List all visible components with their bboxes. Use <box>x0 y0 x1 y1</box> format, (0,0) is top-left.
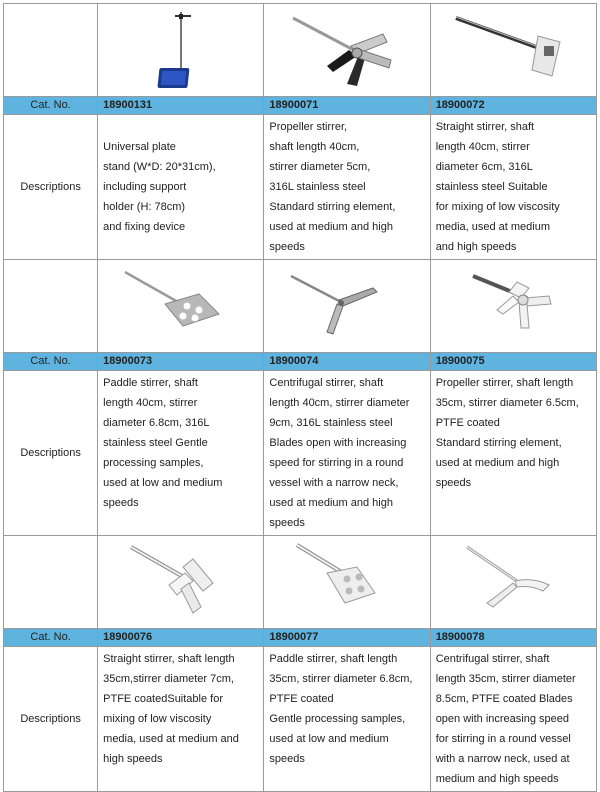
description-line: 35cm,stirrer diameter 7cm, <box>103 673 234 685</box>
description-line: and high speeds <box>435 241 517 253</box>
description-line: high speeds <box>103 753 163 765</box>
description-cell <box>98 371 264 536</box>
product-image-cell <box>264 536 430 629</box>
description-line: used at medium and high <box>269 497 393 509</box>
description-cell <box>264 115 430 260</box>
description-cell <box>264 371 430 536</box>
description-row <box>4 647 597 792</box>
description-line: Standard stirring element, <box>435 437 562 449</box>
cat-no-label: Cat. No. <box>4 629 98 647</box>
description-line: used at medium and high <box>269 221 393 233</box>
description-line: 8.5cm, PTFE coated Blades <box>435 693 573 705</box>
description-line: with a narrow neck, used at <box>435 753 570 765</box>
description-line: processing samples, <box>103 457 204 469</box>
product-image-cell <box>264 4 430 97</box>
description-line: speeds <box>269 753 305 765</box>
cat-no-value: 18900131 <box>98 97 264 115</box>
description-line: 35cm, stirrer diameter 6.8cm, <box>269 673 413 685</box>
description-line: for stirring in a round vessel <box>435 733 571 745</box>
description-line: speeds <box>435 477 472 489</box>
descriptions-label: Descriptions <box>4 371 98 536</box>
product-image-cell <box>264 260 430 353</box>
description-line: length 35cm, stirrer diameter <box>435 673 576 685</box>
description-line: speeds <box>103 497 139 509</box>
description-line: used at medium and high <box>435 457 560 469</box>
cat-no-value: 18900078 <box>430 629 596 647</box>
descriptions-label: Descriptions <box>4 115 98 260</box>
description-line: Blades open with increasing <box>269 437 407 449</box>
description-line: 9cm, 316L stainless steel <box>269 417 393 429</box>
description-line: stirrer diameter 5cm, <box>269 161 371 173</box>
cat-no-value: 18900075 <box>430 353 596 371</box>
description-cell <box>430 647 596 792</box>
description-line: Gentle processing samples, <box>269 713 406 725</box>
description-line: PTFE coated <box>435 417 500 429</box>
description-line: including support <box>103 181 187 193</box>
description-line: open with increasing speed <box>435 713 569 725</box>
cat-no-row <box>4 353 597 371</box>
description-line: Propeller stirrer, shaft length <box>435 377 574 389</box>
description-line: stand (W*D: 20*31cm), <box>103 161 216 173</box>
product-image-cell <box>430 536 596 629</box>
description-cell <box>98 115 264 260</box>
image-row <box>4 260 597 353</box>
cat-no-row <box>4 629 597 647</box>
description-line: Paddle stirrer, shaft length <box>269 653 398 665</box>
description-line: PTFE coated <box>269 693 334 705</box>
product-image-cell <box>98 536 264 629</box>
description-line: PTFE coatedSuitable for <box>103 693 223 705</box>
cat-no-value: 18900077 <box>264 629 430 647</box>
ptfe-straight-stirrer-icon <box>98 537 263 627</box>
description-line: and fixing device <box>103 221 186 233</box>
cat-no-row <box>4 97 597 115</box>
description-line: mixing of low viscosity <box>103 713 212 725</box>
cat-no-value: 18900071 <box>264 97 430 115</box>
description-line: 35cm, stirrer diameter 6.5cm, <box>435 397 579 409</box>
description-line: for mixing of low viscosity <box>435 201 560 213</box>
straight-stirrer-icon <box>431 6 596 94</box>
description-line: length 40cm, stirrer diameter <box>269 397 410 409</box>
propeller-stirrer-icon <box>264 6 429 94</box>
description-row <box>4 371 597 536</box>
description-line: diameter 6.8cm, 316L <box>103 417 210 429</box>
cat-no-value: 18900074 <box>264 353 430 371</box>
ptfe-paddle-stirrer-icon <box>264 537 429 627</box>
product-image-cell <box>430 4 596 97</box>
description-line: diameter 6cm, 316L <box>435 161 533 173</box>
empty-label-cell <box>4 536 98 629</box>
ptfe-propeller-stirrer-icon <box>431 266 596 346</box>
empty-label-cell <box>4 260 98 353</box>
description-cell <box>430 115 596 260</box>
description-line: stainless steel Gentle <box>103 437 208 449</box>
description-line: used at low and medium <box>269 733 389 745</box>
cat-no-value: 18900076 <box>98 629 264 647</box>
description-line: Centrifugal stirrer, shaft <box>435 653 550 665</box>
image-row <box>4 536 597 629</box>
cat-no-label: Cat. No. <box>4 353 98 371</box>
product-image-cell <box>430 260 596 353</box>
description-line: stainless steel Suitable <box>435 181 548 193</box>
description-line: Universal plate <box>103 141 176 153</box>
description-line: Centrifugal stirrer, shaft <box>269 377 384 389</box>
description-line: Paddle stirrer, shaft <box>103 377 198 389</box>
cat-no-value: 18900072 <box>430 97 596 115</box>
description-line: vessel with a narrow neck, <box>269 477 399 489</box>
product-image-cell <box>98 4 264 97</box>
description-line: length 40cm, stirrer <box>103 397 198 409</box>
image-row <box>4 4 597 97</box>
description-cell <box>98 647 264 792</box>
description-line: speeds <box>269 517 305 529</box>
description-line: medium and high speeds <box>435 773 559 785</box>
description-line: speeds <box>269 241 305 253</box>
description-line: Standard stirring element, <box>269 201 396 213</box>
product-table <box>3 3 597 792</box>
description-line: holder (H: 78cm) <box>103 201 186 213</box>
description-row <box>4 115 597 260</box>
description-line: length 40cm, stirrer <box>435 141 530 153</box>
empty-label-cell <box>4 4 98 97</box>
description-line: speed for stirring in a round <box>269 457 404 469</box>
description-cell <box>430 371 596 536</box>
description-line: Straight stirrer, shaft <box>435 121 535 133</box>
product-image-cell <box>98 260 264 353</box>
description-cell <box>264 647 430 792</box>
plate-stand-icon <box>98 6 263 94</box>
cat-no-label: Cat. No. <box>4 97 98 115</box>
descriptions-label: Descriptions <box>4 647 98 792</box>
centrifugal-stirrer-icon <box>264 266 429 346</box>
ptfe-centrifugal-stirrer-icon <box>431 537 596 627</box>
paddle-stirrer-icon <box>98 266 263 346</box>
description-line: media, used at medium <box>435 221 551 233</box>
cat-no-value: 18900073 <box>98 353 264 371</box>
description-line: Propeller stirrer, <box>269 121 348 133</box>
description-line: 316L stainless steel <box>269 181 366 193</box>
description-line: used at low and medium <box>103 477 223 489</box>
description-line: Straight stirrer, shaft length <box>103 653 235 665</box>
description-line: shaft length 40cm, <box>269 141 360 153</box>
description-line: media, used at medium and <box>103 733 239 745</box>
